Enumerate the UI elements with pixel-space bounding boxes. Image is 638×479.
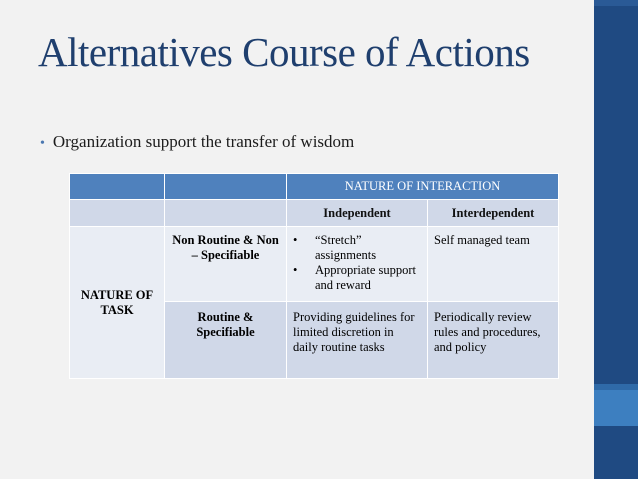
header-blank-cell [165,174,287,200]
side-decor-segment [594,390,638,426]
bullet-item [40,132,354,152]
row-group-label: NATURE OF TASK [70,227,165,379]
side-decor-bar [594,0,638,479]
list-item: • “Stretch” assignments [293,233,377,262]
bullet-dot-icon: • [40,136,45,151]
bullet-icon: • [293,233,298,247]
list-item: • Appropriate support and reward [293,263,417,292]
header-nature-of-interaction: NATURE OF INTERACTION [287,174,559,200]
bullet-text: Organization support the transfer of wisdom [52,132,355,151]
cell-independent [287,227,428,302]
bullet-icon: • [293,263,298,277]
subheader-blank-cell [70,200,165,227]
cell-interdependent: Periodically review rules and procedures, and policy [428,302,559,379]
table-row [70,227,559,302]
row-label: Routine & Specifiable [165,302,287,379]
subheader-blank-cell [165,200,287,227]
row-label: Non Routine & Non – Specifiable [165,227,287,302]
col-header-independent: Independent [287,200,428,227]
cell-bullet-list [293,233,421,293]
cell-independent: Providing guidelines for limited discretion in daily routine tasks [287,302,428,379]
slide-title: Alternatives Course of Actions [38,29,530,75]
side-decor-segment [594,0,638,6]
header-blank-cell [70,174,165,200]
col-header-interdependent: Interdependent [428,200,559,227]
cell-interdependent: Self managed team [428,227,559,302]
task-interaction-table [69,173,559,379]
